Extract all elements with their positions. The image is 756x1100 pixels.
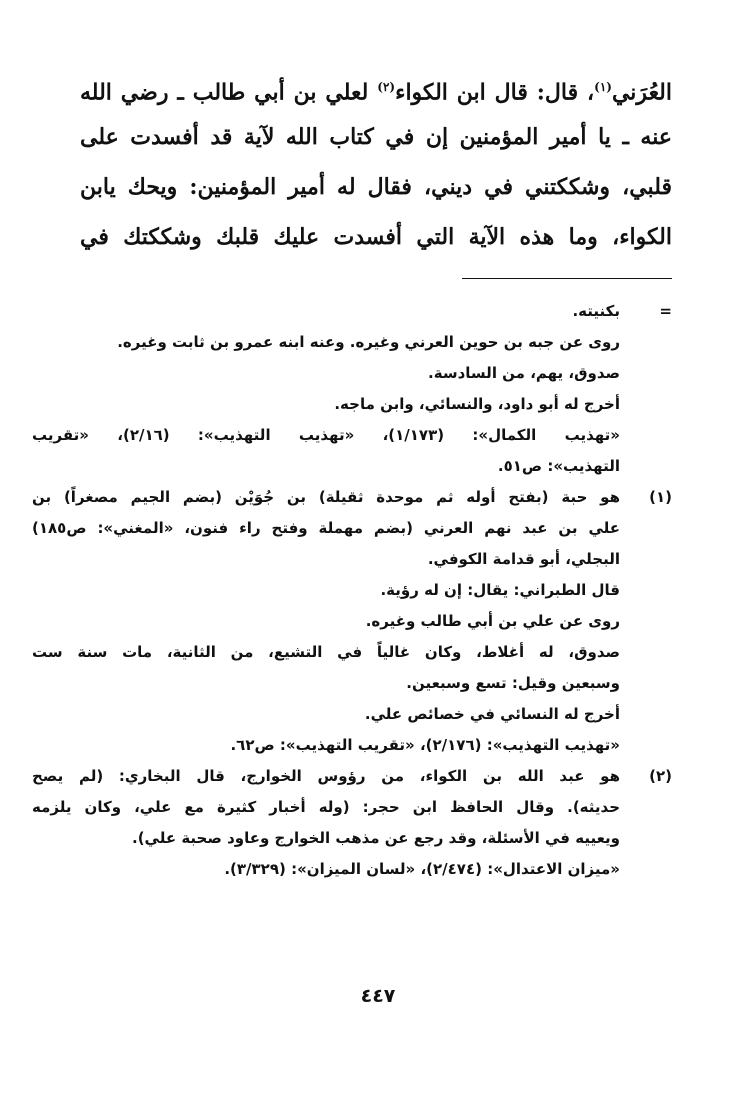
footnote-1 — [32, 482, 672, 761]
footnote-line: وسبعين وقيل: تسع وسبعين. — [406, 674, 620, 692]
footnote-line: قال الطبراني: يقال: إن له رؤية. — [380, 581, 620, 599]
footnote-line: بكنيته. — [572, 302, 620, 320]
footnote-line: حديثه). وقال الحافظ ابن حجر: (وله أخبار كثيرة مع علي، وكان يلزمه — [32, 798, 620, 816]
footnote-marker: (٢) — [649, 767, 672, 785]
main-text-segment: لعلي بن أبي طالب ـ رضي الله — [80, 79, 378, 106]
footnote-line: هو حبة (بفتح أوله ثم موحدة ثقيلة) بن جُوَيْن (بضم الجيم مصغراً) بن — [32, 488, 620, 506]
main-text-line: قلبي، وشككتني في ديني، فقال له أمير المؤمنين: ويحك يابن — [80, 174, 672, 200]
main-text-line: عنه ـ يا أمير المؤمنين إن في كتاب الله لآية قد أفسدت على — [80, 124, 672, 150]
page-number: ٤٤٧ — [360, 985, 396, 1007]
footnote-line: هو عبد الله بن الكواء، من رؤوس الخوارج، قال البخاري: (لم يصح — [32, 767, 620, 785]
footnote-line: أخرج له أبو داود، والنسائي، وابن ماجه. — [334, 395, 620, 413]
footnote-line: أخرج له النسائي في خصائص علي. — [364, 705, 620, 723]
footnote-line: «تهذيب التهذيب»: (٢/١٧٦)، «تقريب التهذيب»: ص٦٢. — [230, 736, 620, 754]
main-text-segment: ، قال: قال ابن الكواء — [395, 79, 595, 106]
main-text-line — [80, 62, 672, 112]
footnote-marker: (١) — [649, 488, 672, 506]
footnote-line: صدوق، له أغلاط، وكان غالياً في التشيع، من الثانية، مات سنة ست — [32, 643, 620, 661]
footnote-line: روى عن علي بن أبي طالب وغيره. — [365, 612, 620, 630]
footnote-ref-1: (١) — [594, 80, 612, 94]
footnote-line: «ميزان الاعتدال»: (٢/٤٧٤)، «لسان الميزان»: (٣/٣٢٩). — [224, 860, 620, 878]
footnote-ref-2: (٢) — [377, 80, 396, 94]
footnote-separator — [462, 278, 672, 279]
footnote-line: البجلي، أبو قدامة الكوفي. — [427, 550, 620, 568]
footnote-line: ويعييه في الأسئلة، وقد رجع عن مذهب الخوارج وعاود صحبة علي). — [132, 829, 620, 847]
footnotes — [32, 296, 672, 885]
footnote-line: علي بن عبد نهم العرني (بضم مهملة وفتح راء فنون، «المغني»: ص١٨٥) — [32, 519, 620, 537]
main-text-segment: العُرَني — [611, 79, 672, 106]
footnote-continuation — [32, 296, 672, 482]
footnote-marker: = — [659, 302, 672, 320]
main-text-line: الكواء، وما هذه الآية التي أفسدت عليك قلبك وشككتك في — [80, 224, 672, 250]
footnote-line: «تهذيب الكمال»: (١/١٧٣)، «تهذيب التهذيب»: (٢/١٦)، «تقريب — [32, 426, 620, 444]
main-text — [80, 62, 672, 262]
footnote-line: التهذيب»: ص٥١. — [497, 457, 620, 475]
footnote-2 — [32, 761, 672, 885]
footnote-line: روى عن جبه بن حوين العرني وغيره. وعنه ابنه عمرو بن ثابت وغيره. — [117, 333, 620, 351]
footnote-line: صدوق، يهم، من السادسة. — [428, 364, 620, 382]
